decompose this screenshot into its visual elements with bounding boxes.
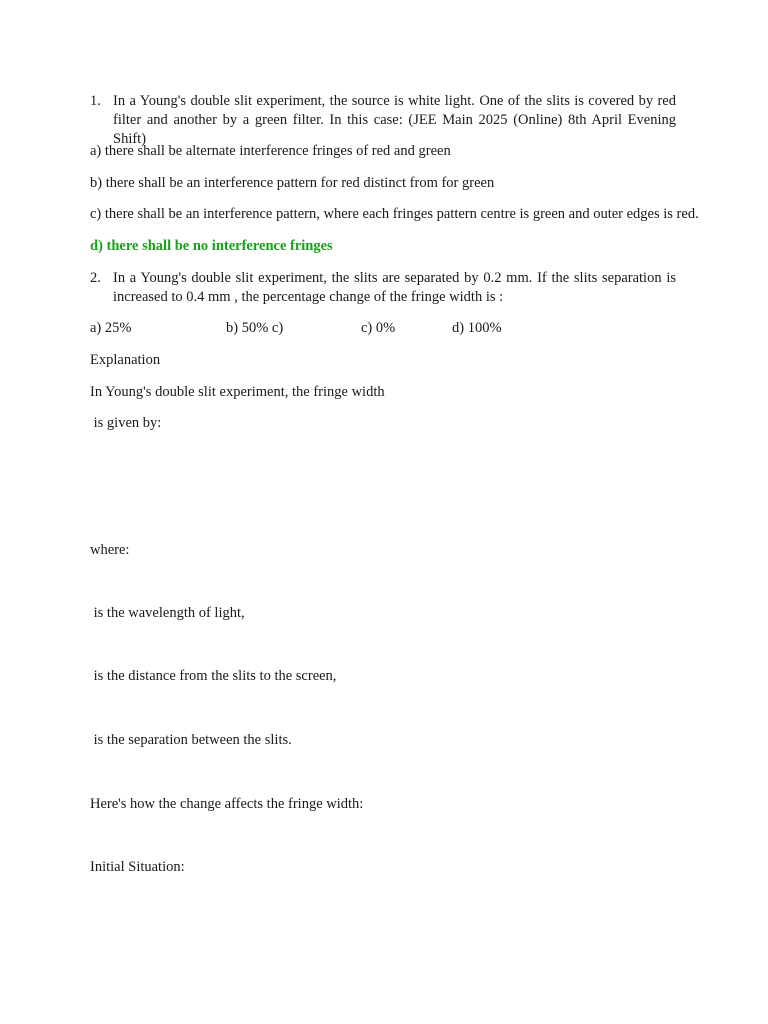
- explanation-where: where:: [90, 542, 130, 558]
- question-2: [90, 269, 676, 307]
- question-2-number: 2.: [90, 270, 101, 286]
- question-2-option-c: c) 0%: [361, 320, 396, 336]
- question-1-number: 1.: [90, 93, 101, 109]
- explanation-given-by: is given by:: [90, 415, 162, 431]
- explanation-intro: In Young's double slit experiment, the fringe width: [90, 384, 385, 400]
- question-2-option-a: a) 25%: [90, 320, 132, 336]
- explanation-change: Here's how the change affects the fringe width:: [90, 796, 364, 812]
- question-2-text: In a Young's double slit experiment, the slits are separated by 0.2 mm. If the slits separation is increased to 0.4 mm , the percentage change of the fringe width is :: [113, 270, 676, 305]
- explanation-distance: is the distance from the slits to the screen,: [90, 668, 337, 684]
- question-1-option-a: a) there shall be alternate interference fringes of red and green: [90, 143, 451, 159]
- question-2-option-b: b) 50% c): [226, 320, 284, 336]
- question-1: [90, 92, 676, 149]
- explanation-separation: is the separation between the slits.: [90, 732, 292, 748]
- question-1-option-b: b) there shall be an interference pattern for red distinct from for green: [90, 175, 495, 191]
- explanation-initial-situation: Initial Situation:: [90, 859, 185, 875]
- question-2-options: [90, 319, 690, 338]
- question-1-text: In a Young's double slit experiment, the source is white light. One of the slits is covered by red filter and another by a green filter. In this case: (JEE Main 2025 (Online) 8th April Evening Shift): [113, 93, 676, 147]
- question-1-correct-option-d: d) there shall be no interference fringes: [90, 238, 333, 254]
- question-2-option-d: d) 100%: [452, 320, 502, 336]
- explanation-heading: Explanation: [90, 352, 161, 368]
- question-1-option-c: c) there shall be an interference pattern, where each fringes pattern centre is green and outer edges is red.: [90, 206, 699, 222]
- explanation-wavelength: is the wavelength of light,: [90, 605, 245, 621]
